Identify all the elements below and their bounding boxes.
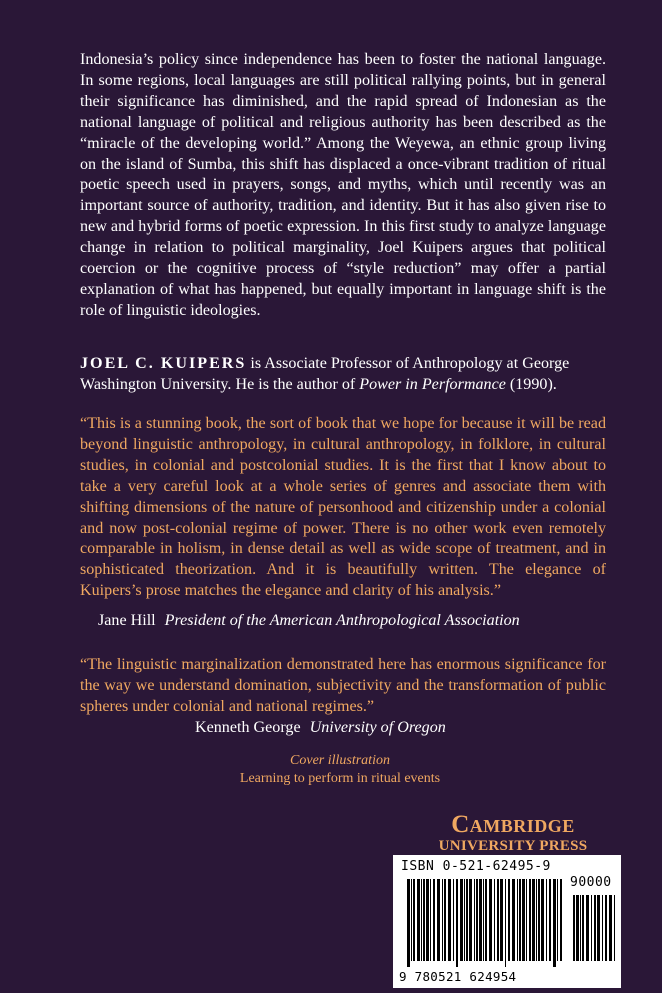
publisher-subtitle: UNIVERSITY PRESS <box>438 838 588 854</box>
barcode-bar <box>426 879 429 961</box>
barcode-bar <box>536 879 537 961</box>
barcode-bar <box>442 879 443 961</box>
cover-illustration-heading: Cover illustration <box>290 753 390 768</box>
barcode-bar <box>508 879 510 961</box>
barcode-bar <box>522 879 525 961</box>
author-bio <box>80 353 606 395</box>
endorsement-quote: “This is a stunning book, the sort of book that we hope for because it will be read beyond linguistic anthropology, in cultural anthropology, in folklore, in cultural studies, in colonial and postcolonial studies. It is the first that I know about to take a very careful look at a whole series of genres and associate them with shifting dimensions of the nature of personhood and citizenship under a colonial and now post-colonial regime of power. There is no other work even remotely comparable in holism, in dense detail as well as wide scope of treatment, and in sophisticated theorization. And it is beautifully written. The elegance of Kuipers’s prose matches the elegance and clarity of his analysis.” <box>80 415 606 600</box>
barcode-bar <box>609 895 612 961</box>
ean-barcode <box>407 879 563 967</box>
author-bio-text: is Associate Professor of Anthropology at George Washington University. He is the author of <box>80 355 570 393</box>
barcode-bar <box>476 879 478 961</box>
cover-illustration-caption: Learning to perform in ritual events <box>239 771 441 786</box>
ean-number: 9 780521 624954 <box>399 969 517 984</box>
barcode-bar <box>456 879 458 967</box>
barcode-bar <box>573 895 575 961</box>
barcode-bar <box>594 895 596 961</box>
price-barcode <box>573 895 617 967</box>
publisher-name: Cambridge <box>451 811 575 838</box>
barcode-bar <box>437 879 440 961</box>
barcode-bar <box>413 879 415 961</box>
barcode-bar <box>421 879 422 961</box>
barcode-bar <box>489 879 492 961</box>
barcode-bar <box>526 879 527 961</box>
barcode-bar <box>591 895 592 961</box>
cover-illustration-credit <box>150 752 530 788</box>
barcode-bar <box>597 895 600 961</box>
barcode-bar <box>464 879 465 961</box>
endorsement-quote: “The linguistic marginalization demonstrated here has enormous significance for the way we understand domination, subjectivity and the transformation of public spheres under colonial and national regimes.” <box>80 656 606 715</box>
barcode-bar <box>474 879 475 961</box>
barcode-bar <box>453 879 454 961</box>
author-previous-book: Power in Performance <box>359 376 506 393</box>
barcode-bar <box>494 879 495 961</box>
barcode-bar <box>549 879 551 961</box>
barcode-bar <box>614 895 615 961</box>
barcode-bar <box>444 879 446 961</box>
barcode-bar <box>553 879 556 967</box>
barcode-bar <box>466 879 468 961</box>
barcode-bar <box>479 879 482 961</box>
barcode-bar <box>529 879 531 961</box>
barcode-bar <box>485 879 487 961</box>
barcode-bar <box>430 879 431 961</box>
barcode-bar <box>505 879 506 967</box>
barcode-bar <box>546 879 547 961</box>
barcode-bar <box>576 895 579 961</box>
endorsement-attribution <box>195 717 615 738</box>
barcode-bar <box>560 879 562 961</box>
barcode-bar <box>460 879 463 961</box>
barcode-bar <box>602 895 603 961</box>
isbn-label: ISBN 0-521-62495-9 <box>401 859 551 874</box>
barcode-bar <box>512 879 515 961</box>
barcode-bar <box>586 895 589 961</box>
barcode-bar <box>417 879 420 961</box>
barcode-bar <box>433 879 435 961</box>
barcode-bar <box>582 895 584 961</box>
endorsement-attribution <box>98 610 618 631</box>
barcode-bar <box>541 879 544 961</box>
publisher-logo <box>400 812 626 855</box>
barcode-bar <box>500 879 503 961</box>
barcode-panel <box>393 855 621 988</box>
book-description: Indonesia’s policy since independence has been to foster the national language. In some regions, local languages are still political rallying points, but in general their significance has diminished, and the rapid spread of Indonesian as the national language of political and religious authority has been described as the “miracle of the developing world.” Among the Weyewa, an ethnic group living on the island of Sumba, this shift has displaced a once-vibrant tradition of ritual poetic speech used in prayers, songs, and myths, which until recently was an important source of authority, tradition, and identity. But it has also given rise to new and hybrid forms of poetic expression. In this first study to analyze language change in relation to political marginality, Joel Kuipers argues that political coercion or the cognitive process of “style reduction” may offer a partial explanation of what has happened, but equally important in language shift is the role of linguistic ideologies. <box>80 51 606 319</box>
barcode-bar <box>407 879 410 967</box>
barcode-bar <box>448 879 451 961</box>
barcode-bar <box>532 879 535 961</box>
barcode-bar <box>423 879 425 961</box>
barcode-bar <box>469 879 472 961</box>
endorser-title: University of Oregon <box>309 719 446 736</box>
endorser-name: Jane Hill <box>98 612 156 629</box>
endorser-title: President of the American Anthropological Association <box>164 612 520 629</box>
author-bio-year: (1990). <box>505 376 557 393</box>
barcode-bar <box>519 879 521 961</box>
barcode-bar <box>483 879 484 961</box>
price-code-label: 90000 <box>570 875 612 890</box>
barcode-bar <box>580 895 581 961</box>
barcode-bar <box>538 879 540 961</box>
barcode-bar <box>517 879 518 961</box>
barcode-bar <box>497 879 499 961</box>
endorser-name: Kenneth George <box>195 719 301 736</box>
author-name: JOEL C. KUIPERS <box>80 355 247 372</box>
barcode-bar <box>605 895 607 961</box>
barcode-bar <box>557 879 558 961</box>
barcode-bar <box>411 879 412 961</box>
